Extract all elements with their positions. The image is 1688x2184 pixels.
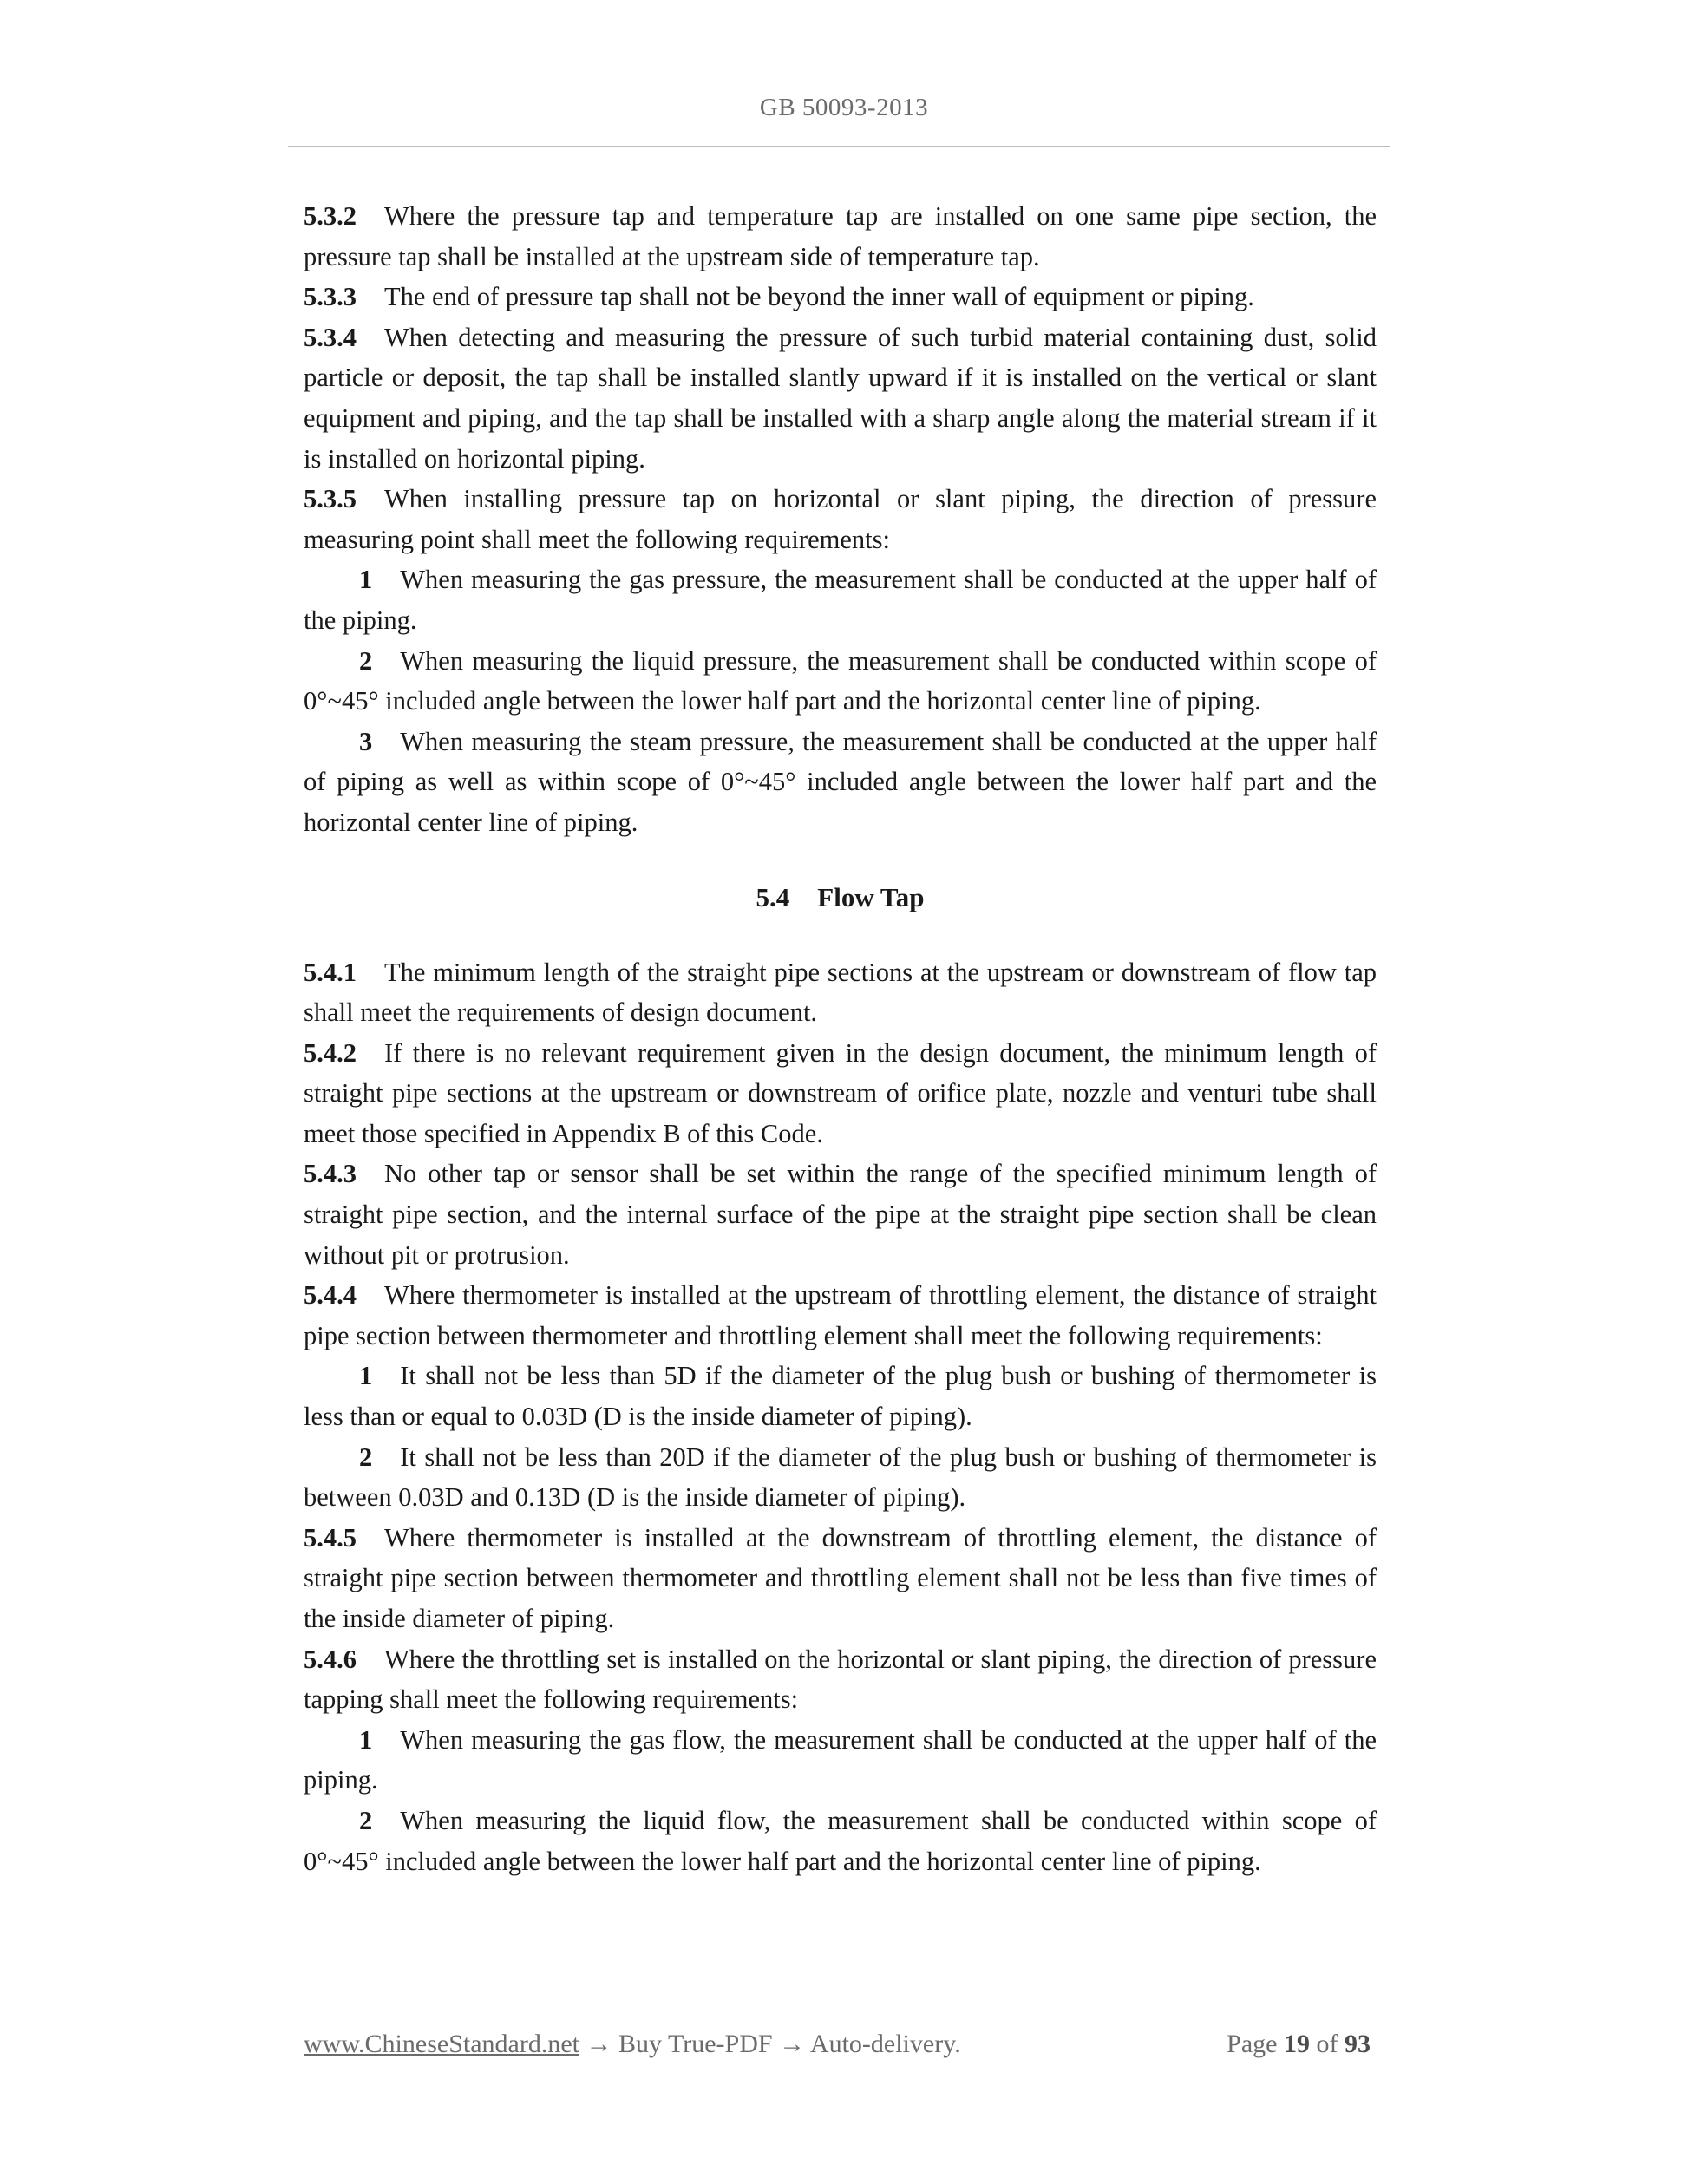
header-divider <box>288 146 1390 147</box>
clause-5-4-4-item-2 <box>304 1437 1377 1518</box>
clause-5-3-5-item-3 <box>304 722 1377 843</box>
clause-5-4-6-item-2 <box>304 1801 1377 1881</box>
clause-5-4-4-item-1 <box>304 1356 1377 1436</box>
page-indicator <box>1227 2030 1371 2059</box>
clause-text: Where the pressure tap and temperature tap are installed on one same pipe section, the pressure tap shall be installed at the upstream side of temperature tap. <box>304 201 1377 271</box>
clause-number: 5.4.5 <box>304 1522 357 1553</box>
clause-text: If there is no relevant requirement given in the design document, the minimum length of straight pipe sections at the upstream or downstream of orifice plate, nozzle and venturi tube shall meet those specified in Appendix B of this Code. <box>304 1037 1377 1148</box>
clause-5-4-5 <box>304 1518 1377 1639</box>
clause-5-3-5 <box>304 479 1377 559</box>
header-standard-code: GB 50093-2013 <box>759 94 929 121</box>
clause-5-3-5-item-1 <box>304 559 1377 640</box>
item-text: When measuring the steam pressure, the measurement shall be conducted at the upper half of piping as well as within scope of 0°~45° included angle between the lower half part and the horizontal center line of piping. <box>304 726 1377 837</box>
item-text: It shall not be less than 20D if the diameter of the plug bush or bushing of thermometer is between 0.03D and 0.13D (D is the inside diameter of piping). <box>304 1442 1377 1513</box>
clause-5-3-3 <box>304 277 1377 317</box>
clause-text: No other tap or sensor shall be set within the range of the specified minimum length of straight pipe section, and the internal surface of the pipe at the straight pipe section shall be clean without pit or protrusion. <box>304 1159 1377 1270</box>
promo-text: → Buy True-PDF → Auto-delivery. <box>579 2030 961 2058</box>
clause-5-4-3 <box>304 1154 1377 1275</box>
clause-text: Where thermometer is installed at the downstream of throttling element, the distance of straight pipe section between thermometer and throttling element shall not be less than five times of the inside diameter of piping. <box>304 1522 1377 1633</box>
clause-number: 5.3.5 <box>304 484 357 514</box>
page-total: 93 <box>1345 2030 1371 2058</box>
item-number: 2 <box>359 1805 373 1835</box>
clause-number: 5.4.6 <box>304 1644 357 1674</box>
item-number: 2 <box>359 1442 373 1472</box>
item-number: 1 <box>359 565 373 595</box>
document-body <box>304 196 1377 1881</box>
site-link[interactable]: www.ChineseStandard.net <box>304 2030 579 2058</box>
clause-5-3-4 <box>304 317 1377 479</box>
item-number: 1 <box>359 1724 373 1755</box>
item-text: When measuring the liquid pressure, the measurement shall be conducted within scope of 0°~45° included angle between the lower half part and the horizontal center line of piping. <box>304 645 1377 716</box>
clause-number: 5.3.3 <box>304 282 357 312</box>
clause-number: 5.4.2 <box>304 1037 357 1068</box>
page-word: Page <box>1227 2030 1278 2058</box>
item-text: It shall not be less than 5D if the diameter of the plug bush or bushing of thermometer is less than or equal to 0.03D (D is the inside diameter of piping). <box>304 1361 1377 1432</box>
clause-5-4-1 <box>304 952 1377 1033</box>
clause-text: The end of pressure tap shall not be beyond the inner wall of equipment or piping. <box>384 282 1254 312</box>
clause-5-3-5-item-2 <box>304 641 1377 722</box>
clause-text: Where thermometer is installed at the upstream of throttling element, the distance of straight pipe section between thermometer and throttling element shall meet the following requirements: <box>304 1280 1377 1350</box>
clause-number: 5.3.2 <box>304 201 357 231</box>
clause-text: Where the throttling set is installed on the horizontal or slant piping, the direction of pressure tapping shall meet the following requirements: <box>304 1644 1377 1715</box>
item-number: 2 <box>359 645 373 676</box>
clause-number: 5.4.4 <box>304 1280 357 1311</box>
clause-number: 5.4.1 <box>304 957 357 987</box>
of-word: of <box>1316 2030 1338 2058</box>
clause-5-3-2 <box>304 196 1377 277</box>
item-text: When measuring the gas flow, the measurement shall be conducted at the upper half of the piping. <box>304 1724 1377 1795</box>
clause-number: 5.4.3 <box>304 1159 357 1189</box>
section-number: 5.4 <box>756 881 790 912</box>
section-title: Flow Tap <box>817 881 925 912</box>
footer <box>304 2030 1371 2066</box>
clause-5-4-6-item-1 <box>304 1720 1377 1801</box>
page-current: 19 <box>1284 2030 1310 2058</box>
item-text: When measuring the gas pressure, the measurement shall be conducted at the upper half of the piping. <box>304 565 1377 635</box>
clause-text: When installing pressure tap on horizontal or slant piping, the direction of pressure measuring point shall meet the following requirements: <box>304 484 1377 554</box>
clause-5-4-2 <box>304 1033 1377 1154</box>
footer-promo <box>304 2030 961 2059</box>
clause-text: The minimum length of the straight pipe sections at the upstream or downstream of flow tap shall meet the requirements of design document. <box>304 957 1377 1028</box>
clause-5-4-4 <box>304 1275 1377 1356</box>
item-number: 3 <box>359 726 373 756</box>
item-text: When measuring the liquid flow, the measurement shall be conducted within scope of 0°~45° included angle between the lower half part and the horizontal center line of piping. <box>304 1805 1377 1876</box>
item-number: 1 <box>359 1361 373 1391</box>
clause-text: When detecting and measuring the pressure of such turbid material containing dust, solid particle or deposit, the tap shall be installed slantly upward if it is installed on the vertical or slant equipment and piping, and the tap shall be installed with a sharp angle along the material stream if it is installed on horizontal piping. <box>304 322 1377 474</box>
clause-number: 5.3.4 <box>304 322 357 352</box>
section-heading-5-4 <box>304 878 1377 918</box>
clause-5-4-6 <box>304 1639 1377 1720</box>
